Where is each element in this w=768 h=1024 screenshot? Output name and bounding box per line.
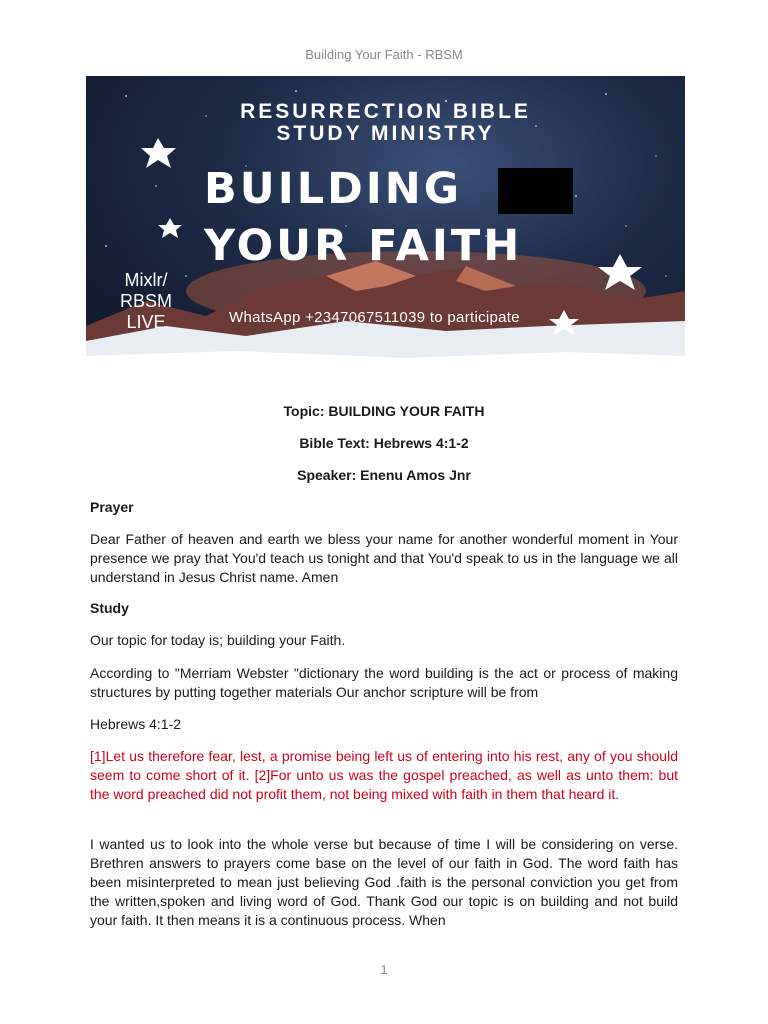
study-paragraph-1: Our topic for today is; building your Faith. [90,632,346,648]
redaction-box [498,168,573,214]
banner-ministry-line-2: STUDY MINISTRY [276,122,495,145]
banner-mixlr-live [116,270,176,333]
running-header: Building Your Faith - RBSM [305,47,463,62]
study-heading: Study [90,600,129,616]
page-number: 1 [380,962,388,977]
banner-title-line-1: BUILDING [204,164,463,214]
banner-title-line-2: YOUR FAITH [204,221,523,271]
prayer-heading: Prayer [90,499,134,515]
banner-live-line-3: LIVE [126,312,166,332]
banner-ministry-line-1: RESURRECTION BIBLE [240,100,531,123]
study-paragraph-2: According to "Merriam Webster "dictionary the word building is the act or process of making structures by putting together materials Our anchor scripture will be from [90,665,678,700]
prayer-paragraph: Dear Father of heaven and earth we bless your name for another wonderful moment in Your presence we pray that You'd teach us tonight and that You'd speak to us in the language we all understand in Jesus Christ name. Amen [90,531,678,585]
speaker-line: Speaker: Enenu Amos Jnr [297,467,471,483]
scripture-paragraph: [1]Let us therefore fear, lest, a promise being left us of entering into his rest, any of you should seem to come short of it. [2]For unto us was the gospel preached, as well as unto them: but the word preached did not profit them, not being mixed with faith in them that heard it. [90,748,678,802]
topic-line: Topic: BUILDING YOUR FAITH [283,403,485,419]
banner-image [86,76,685,372]
bible-text-line: Bible Text: Hebrews 4:1-2 [299,435,469,451]
study-paragraph-3: Hebrews 4:1-2 [90,716,182,732]
banner-whatsapp-text: WhatsApp +2347067511039 to participate [229,309,520,326]
banner-live-line-1: Mixlr/ [124,270,168,290]
banner-live-line-2: RBSM [119,291,172,311]
study-paragraph-4: I wanted us to look into the whole verse but because of time I will be considering on verse. Brethren answers to prayers come base on the level of our faith in God. The word faith has been misinterpreted to mean just believing God .faith is the personal conviction you get from the written,spoken and living word of God. Thank God our topic is on building and not build your faith. It then means it is a continuous process. When [90,836,678,928]
